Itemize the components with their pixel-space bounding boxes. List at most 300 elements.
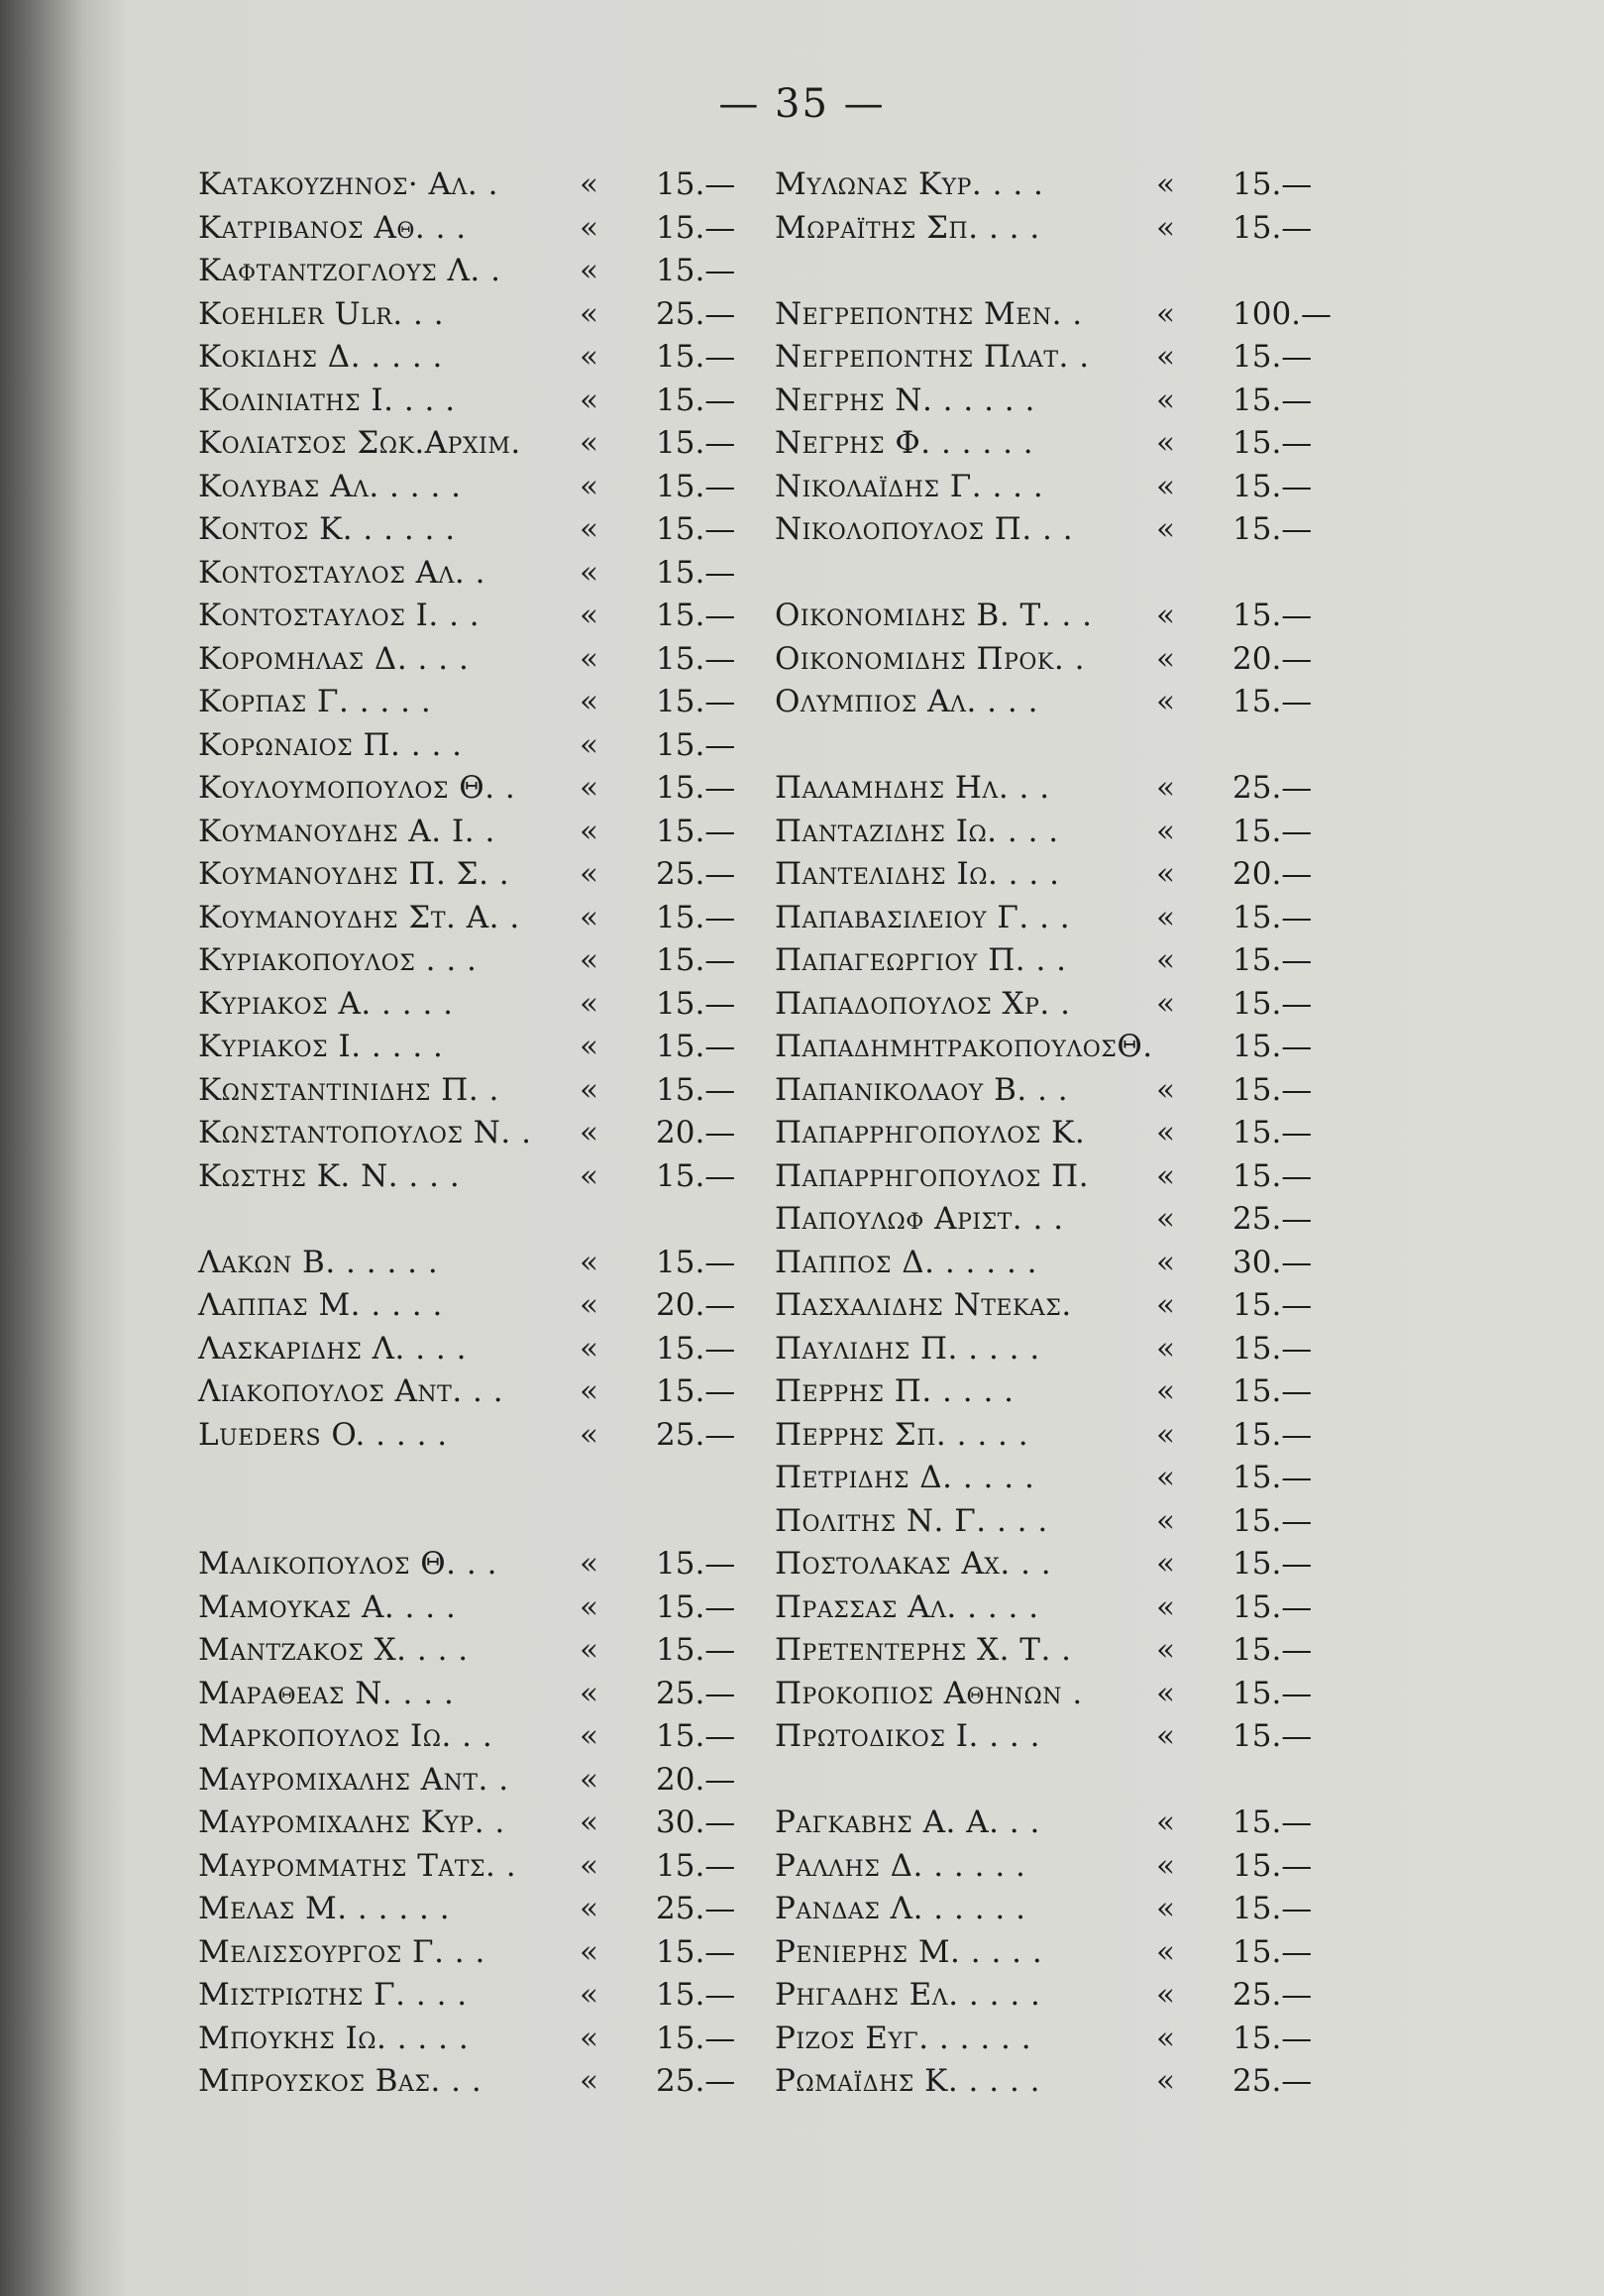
subscription-amount: 15.— (1232, 684, 1313, 719)
subscription-amount: 25.— (1232, 1977, 1313, 2013)
ditto-mark: « (1156, 1373, 1175, 1409)
subscriber-name: Κουλουμοπουλος Θ. . (198, 770, 516, 806)
subscription-amount: 15.— (1232, 425, 1313, 461)
subscription-amount: 15.— (1232, 511, 1313, 547)
ditto-mark: « (580, 166, 598, 202)
list-item (198, 380, 753, 423)
list-item (198, 1069, 753, 1113)
subscriber-name: Ρανδας Λ. . . . . . (775, 1891, 1026, 1926)
ditto-mark: « (1156, 1588, 1175, 1625)
subscriber-name: Νικολαϊδης Γ. . . . (775, 468, 1044, 504)
subscriber-name: Κοντοσταυλος Αλ. . (198, 554, 485, 591)
ditto-mark: « (1156, 2063, 1175, 2099)
subscription-amount: 15.— (656, 1977, 736, 2013)
subscription-amount: 20.— (656, 1115, 736, 1150)
ditto-mark: « (580, 942, 598, 978)
subscriber-name: Προκοπιος Αθηνων . (775, 1675, 1083, 1711)
ditto-mark: « (1156, 1416, 1175, 1453)
list-item (775, 939, 1330, 983)
list-item (775, 595, 1330, 638)
list-item (775, 1759, 1330, 1803)
subscriber-name: Πρωτοδικος Ι. . . . (775, 1718, 1040, 1754)
subscriber-name: Ρενιερης Μ. . . . . (775, 1933, 1043, 1970)
subscriber-name: Koehler Ulr. . . (198, 295, 445, 332)
ditto-mark: « (1156, 2020, 1175, 2056)
subscriber-name: Ολυμπιος Αλ. . . . (775, 684, 1038, 719)
ditto-mark: « (1156, 1718, 1175, 1754)
subscription-amount: 15.— (1232, 166, 1313, 202)
list-item (198, 1370, 753, 1414)
list-item (775, 1198, 1330, 1242)
subscriber-name: Μαραθεας Ν. . . . (198, 1675, 455, 1711)
subscription-amount: 15.— (1232, 598, 1313, 633)
list-item (775, 1500, 1330, 1544)
subscription-amount: 15.— (1232, 1588, 1313, 1625)
subscriber-name: Παπαβασιλειου Γ. . . (775, 899, 1071, 935)
subscriber-name: Παπαρρηγοπουλος Κ. (775, 1115, 1086, 1150)
list-item (198, 1931, 753, 1975)
subscription-amount: 20.— (656, 1287, 736, 1323)
subscriber-name: Νεγρεποντης Μεν. . (775, 295, 1083, 332)
list-item (198, 811, 753, 854)
subscription-amount: 15.— (1232, 942, 1313, 978)
subscriber-name: Ραγκαβης Α. Α. . . (775, 1804, 1040, 1840)
ditto-mark: « (1156, 1546, 1175, 1582)
subscriber-name: Κοντοσταυλος Ι. . . (198, 598, 481, 633)
list-item (198, 1198, 753, 1242)
list-item (775, 422, 1330, 466)
list-item (198, 2018, 753, 2061)
list-item (775, 380, 1330, 423)
subscriber-name: Κατακουζηνος· Αλ. . (198, 166, 498, 202)
list-item (198, 1457, 753, 1500)
subscriber-name: Οικονομιδης Β. Τ. . . (775, 598, 1093, 633)
ditto-mark: « (580, 770, 598, 806)
list-item (198, 1242, 753, 1285)
ditto-mark: « (580, 684, 598, 719)
subscriber-name: Οικονομιδης Προκ. . (775, 640, 1085, 677)
list-item (775, 293, 1333, 337)
subscriber-name: Ραλλης Δ. . . . . . (775, 1847, 1026, 1884)
subscription-amount: 30.— (656, 1804, 736, 1840)
subscription-amount: 15.— (1232, 209, 1313, 246)
subscription-amount: 25.— (656, 1675, 736, 1711)
list-item (198, 1112, 753, 1155)
ditto-mark: « (580, 253, 598, 288)
list-item (775, 1845, 1330, 1889)
ditto-mark: « (1156, 684, 1175, 719)
ditto-mark: « (580, 2063, 598, 2099)
subscriber-name: Νικολοπουλος Π. . . (775, 511, 1074, 547)
subscription-amount: 15.— (656, 985, 736, 1022)
subscriber-name: ΠαπαδημητρακοπουλοςΘ. (775, 1029, 1153, 1064)
subscriber-name: Πανταζιδης Ιω. . . . (775, 813, 1059, 849)
subscription-amount: 15.— (1232, 1891, 1313, 1926)
ditto-mark: « (580, 1071, 598, 1108)
ditto-mark: « (580, 640, 598, 677)
list-item (198, 1284, 753, 1328)
ditto-mark: « (1156, 1847, 1175, 1884)
subscription-amount: 25.— (1232, 2063, 1313, 2099)
subscription-amount: 15.— (656, 1847, 736, 1884)
ditto-mark: « (580, 209, 598, 246)
subscriber-name: Μιστριωτης Γ. . . . (198, 1977, 468, 2013)
subscription-amount: 15.— (1232, 985, 1313, 1022)
ditto-mark: « (580, 899, 598, 935)
subscription-amount: 15.— (1232, 1373, 1313, 1409)
subscription-amount: 25.— (656, 856, 736, 892)
list-item (198, 336, 753, 380)
ditto-mark: « (580, 1330, 598, 1367)
ditto-mark: « (580, 1115, 598, 1150)
subscription-amount: 15.— (1232, 1675, 1313, 1711)
ditto-mark: « (580, 1675, 598, 1711)
list-item (775, 2060, 1330, 2104)
subscriber-name: Νεγρης Φ. . . . . . (775, 425, 1034, 461)
ditto-mark: « (580, 382, 598, 418)
ditto-mark: « (580, 1373, 598, 1409)
subscriber-name: Ρηγαδης Ελ. . . . . (775, 1977, 1041, 2013)
list-item (198, 724, 753, 768)
ditto-mark: « (580, 1891, 598, 1926)
list-item (198, 1974, 753, 2018)
list-item (198, 466, 753, 509)
subscriber-name: Κουμανουδης Π. Σ. . (198, 856, 510, 892)
ditto-mark: « (580, 856, 598, 892)
ditto-mark: « (1156, 295, 1175, 332)
list-item (198, 2060, 753, 2104)
subscription-amount: 25.— (1232, 1201, 1313, 1237)
ditto-mark: « (1156, 1244, 1175, 1280)
subscription-amount: 15.— (656, 598, 736, 633)
list-item (198, 1715, 753, 1759)
subscription-amount: 15.— (656, 209, 736, 246)
list-item (775, 466, 1330, 509)
subscription-amount: 20.— (1232, 640, 1313, 677)
subscription-amount: 15.— (656, 253, 736, 288)
subscription-amount: 15.— (1232, 1287, 1313, 1323)
ditto-mark: « (1156, 425, 1175, 461)
subscription-amount: 15.— (1232, 1416, 1313, 1453)
subscriber-name: Πετριδης Δ. . . . . (775, 1460, 1035, 1495)
list-item (198, 164, 753, 207)
subscription-amount: 20.— (656, 1761, 736, 1798)
ditto-mark: « (580, 726, 598, 763)
list-item (198, 1414, 753, 1458)
ditto-mark: « (1156, 1933, 1175, 1970)
list-item (775, 1069, 1330, 1113)
subscriber-name: Πρασσας Αλ. . . . . (775, 1588, 1039, 1625)
subscription-amount: 15.— (656, 1718, 736, 1754)
list-item (198, 1673, 753, 1716)
ditto-mark: « (1156, 1977, 1175, 2013)
subscription-amount: 15.— (1232, 899, 1313, 935)
list-item (775, 207, 1330, 251)
subscriber-name: Καφταντζογλους Λ. . (198, 253, 501, 288)
subscription-amount: 15.— (656, 1029, 736, 1064)
subscriber-name: Μαυρομιχαλης Αντ. . (198, 1761, 509, 1798)
ditto-mark: « (1156, 1891, 1175, 1926)
subscriber-name: Κυριακος Ι. . . . . (198, 1029, 444, 1064)
list-item (198, 1802, 753, 1845)
subscriber-name: Κωστης Κ. Ν. . . . (198, 1157, 461, 1194)
subscription-amount: 100.— (1232, 295, 1333, 332)
subscriber-name: Λαππας Μ. . . . . (198, 1287, 443, 1323)
subscriber-name: Νεγρεποντης Πλατ. . (775, 339, 1090, 375)
list-item (775, 552, 1330, 596)
ditto-mark: « (580, 1632, 598, 1668)
subscriber-name: Παπουλωφ Αριστ. . . (775, 1201, 1064, 1237)
subscriber-name: Κωνσταντινιδης Π. . (198, 1071, 499, 1108)
ditto-mark: « (1156, 1201, 1175, 1237)
ditto-mark: « (1156, 166, 1175, 202)
list-item (775, 1673, 1330, 1716)
subscription-amount: 15.— (1232, 813, 1313, 849)
subscriber-name: Κυριακος Α. . . . . (198, 985, 454, 1022)
subscriber-name: Κουμανουδης Στ. Α. . (198, 899, 520, 935)
subscription-amount: 15.— (1232, 1804, 1313, 1840)
ditto-mark: « (580, 1847, 598, 1884)
ditto-mark: « (580, 1157, 598, 1194)
list-item (775, 1888, 1330, 1931)
subscription-amount: 25.— (656, 2063, 736, 2099)
list-item (198, 897, 753, 940)
list-item (198, 1328, 753, 1371)
subscriber-name: Κοντος Κ. . . . . . (198, 511, 456, 547)
subscriber-name: Μαρκοπουλος Ιω. . . (198, 1718, 493, 1754)
subscriber-name: Λασκαριδης Λ. . . . (198, 1330, 467, 1367)
subscriber-name: Μαυρομιχαλης Κυρ. . (198, 1804, 505, 1840)
subscriber-name: Ριζος Ευγ. . . . . . (775, 2020, 1032, 2056)
list-item (198, 853, 753, 897)
list-item (198, 939, 753, 983)
subscriber-name: Κολινιατης Ι. . . . (198, 382, 456, 418)
list-item (775, 1629, 1330, 1673)
subscriber-name: Μελας Μ. . . . . . (198, 1891, 451, 1926)
subscription-amount: 15.— (656, 899, 736, 935)
ditto-mark: « (580, 511, 598, 547)
subscriber-name: Πολιτης Ν. Γ. . . . (775, 1502, 1048, 1539)
ditto-mark: « (580, 813, 598, 849)
list-item (775, 1715, 1330, 1759)
subscription-amount: 15.— (1232, 1071, 1313, 1108)
list-item (198, 207, 753, 251)
list-item (775, 1543, 1330, 1586)
subscription-amount: 15.— (656, 339, 736, 375)
list-item (198, 1888, 753, 1931)
subscriber-name: Κωνσταντοπουλος Ν. . (198, 1115, 532, 1150)
list-item (775, 508, 1330, 552)
subscriber-name: Λακων Β. . . . . . (198, 1244, 439, 1280)
ditto-mark: « (580, 554, 598, 591)
ditto-mark: « (580, 1546, 598, 1582)
list-item (775, 1586, 1330, 1630)
subscription-amount: 15.— (656, 554, 736, 591)
ditto-mark: « (1156, 640, 1175, 677)
ditto-mark: « (1156, 339, 1175, 375)
subscription-amount: 15.— (656, 1071, 736, 1108)
left-column (198, 164, 753, 2104)
subscriber-name: Παπαρρηγοπουλος Π. (775, 1157, 1090, 1194)
list-item (775, 1284, 1330, 1328)
list-item (198, 1155, 753, 1199)
subscriber-name: Παπαδοπουλος Χρ. . (775, 985, 1071, 1022)
right-column (775, 164, 1333, 2104)
list-item (775, 1457, 1330, 1500)
subscriber-name: Κατριβανος Αθ. . . (198, 209, 467, 246)
list-item (198, 508, 753, 552)
ditto-mark: « (580, 1804, 598, 1840)
subscription-amount: 15.— (656, 382, 736, 418)
subscriber-name: Μαλικοπουλος Θ. . . (198, 1546, 497, 1582)
subscription-amount: 25.— (656, 295, 736, 332)
subscription-amount: 15.— (1232, 1460, 1313, 1495)
ditto-mark: « (580, 425, 598, 461)
ditto-mark: « (1156, 856, 1175, 892)
list-item (775, 2018, 1330, 2061)
subscription-amount: 15.— (656, 1933, 736, 1970)
subscription-amount: 15.— (656, 1546, 736, 1582)
subscription-amount: 15.— (1232, 1157, 1313, 1194)
ditto-mark: « (580, 1244, 598, 1280)
subscription-amount: 15.— (1232, 382, 1313, 418)
ditto-mark: « (1156, 511, 1175, 547)
list-item (198, 1500, 753, 1544)
subscription-amount: 15.— (1232, 1632, 1313, 1668)
ditto-mark: « (580, 468, 598, 504)
ditto-mark: « (1156, 1071, 1175, 1108)
ditto-mark: « (580, 598, 598, 633)
subscriber-name: Μπρουσκος Βασ. . . (198, 2063, 482, 2099)
subscriber-name: Περρης Σπ. . . . . (775, 1416, 1029, 1453)
subscriber-name: Κορομηλας Δ. . . . (198, 640, 470, 677)
list-item (198, 293, 753, 337)
list-item (198, 250, 753, 293)
ditto-mark: « (1156, 1115, 1175, 1150)
subscriber-name: Πασχαλιδης Ντεκας. (775, 1287, 1072, 1323)
subscription-amount: 25.— (1232, 770, 1313, 806)
subscriber-name: Λιακοπουλος Αντ. . . (198, 1373, 504, 1409)
subscriber-name: Μαμουκας Α. . . . (198, 1588, 457, 1625)
ditto-mark: « (580, 1977, 598, 2013)
ditto-mark: « (580, 1933, 598, 1970)
subscriber-name: Κυριακοπουλος . . . (198, 942, 478, 978)
list-item (198, 552, 753, 596)
subscription-amount: 30.— (1232, 1244, 1313, 1280)
subscriber-name: Παπαγεωργιου Π. . . (775, 942, 1067, 978)
ditto-mark: « (1156, 1460, 1175, 1495)
list-item (198, 1629, 753, 1673)
subscription-amount: 15.— (656, 942, 736, 978)
ditto-mark: « (1156, 1330, 1175, 1367)
subscriber-name: Ποστολακας Αχ. . . (775, 1546, 1052, 1582)
subscriber-name: Παλαμηδης Ηλ. . . (775, 770, 1050, 806)
subscriber-name: Lueders O. . . . . (198, 1416, 448, 1453)
list-item (775, 767, 1330, 811)
subscriber-name: Μωραϊτης Σπ. . . . (775, 209, 1040, 246)
subscription-amount: 15.— (656, 640, 736, 677)
subscriber-name: Μαντζακος Χ. . . . (198, 1632, 469, 1668)
ditto-mark: « (1156, 382, 1175, 418)
ditto-mark: « (580, 1287, 598, 1323)
ditto-mark: « (1156, 1632, 1175, 1668)
subscriber-name: Μαυρομματης Τατσ. . (198, 1847, 517, 1884)
subscriber-name: Ρωμαϊδης Κ. . . . . (775, 2063, 1041, 2099)
subscriber-name: Κορωναιος Π. . . . (198, 726, 463, 763)
subscriber-name: Κοκιδης Δ. . . . . (198, 339, 443, 375)
subscription-amount: 20.— (1232, 856, 1313, 892)
ditto-mark: « (1156, 1287, 1175, 1323)
page-number: — 35 — (718, 81, 886, 127)
subscriber-name: Πρετεντερης Χ. Τ. . (775, 1632, 1072, 1668)
ditto-mark: « (1156, 468, 1175, 504)
subscription-amount: 15.— (656, 726, 736, 763)
subscription-amount: 15.— (656, 1632, 736, 1668)
subscriber-name: Παυλιδης Π. . . . . (775, 1330, 1040, 1367)
subscription-amount: 15.— (1232, 1546, 1313, 1582)
subscription-amount: 15.— (656, 813, 736, 849)
subscription-amount: 15.— (1232, 339, 1313, 375)
subscription-amount: 15.— (656, 425, 736, 461)
list-item (775, 1931, 1330, 1975)
list-item (775, 681, 1330, 724)
ditto-mark: « (1156, 942, 1175, 978)
list-item (198, 1543, 753, 1586)
ditto-mark: « (580, 1718, 598, 1754)
list-item (775, 1370, 1330, 1414)
list-item (775, 811, 1330, 854)
ditto-mark: « (1156, 209, 1175, 246)
subscriber-name: Κορπας Γ. . . . . (198, 684, 432, 719)
subscription-amount: 15.— (656, 2020, 736, 2056)
ditto-mark: « (580, 295, 598, 332)
list-item (775, 336, 1330, 380)
ditto-mark: « (580, 339, 598, 375)
subscriber-name: Μελισσουργος Γ. . . (198, 1933, 485, 1970)
list-item (775, 983, 1330, 1027)
subscription-amount: 15.— (656, 1244, 736, 1280)
subscription-amount: 25.— (656, 1891, 736, 1926)
subscription-amount: 15.— (656, 468, 736, 504)
ditto-mark: « (1156, 1502, 1175, 1539)
subscriber-name: Μυλωνας Κυρ. . . . (775, 166, 1044, 202)
list-item (198, 1026, 753, 1069)
subscription-amount: 15.— (1232, 1933, 1313, 1970)
subscription-amount: 15.— (1232, 468, 1313, 504)
list-item (775, 897, 1330, 940)
list-item (198, 422, 753, 466)
subscription-amount: 15.— (1232, 1115, 1313, 1150)
list-item (775, 638, 1330, 682)
list-item (775, 1414, 1330, 1458)
subscriber-name: Παππος Δ. . . . . . (775, 1244, 1038, 1280)
list-item (198, 983, 753, 1027)
ditto-mark: « (580, 2020, 598, 2056)
subscriber-name: Νεγρης Ν. . . . . . (775, 382, 1035, 418)
ditto-mark: « (580, 1416, 598, 1453)
list-item (775, 853, 1330, 897)
list-item (775, 1026, 1330, 1069)
list-item (775, 1155, 1330, 1199)
subscription-amount: 15.— (656, 511, 736, 547)
ditto-mark: « (580, 1029, 598, 1064)
subscription-amount: 15.— (656, 770, 736, 806)
list-item (198, 1586, 753, 1630)
list-item (775, 1802, 1330, 1845)
subscription-amount: 15.— (1232, 1502, 1313, 1539)
list-item (775, 1242, 1330, 1285)
subscriber-name: Κολιατσος Σωκ.Αρχιμ. (198, 425, 521, 461)
